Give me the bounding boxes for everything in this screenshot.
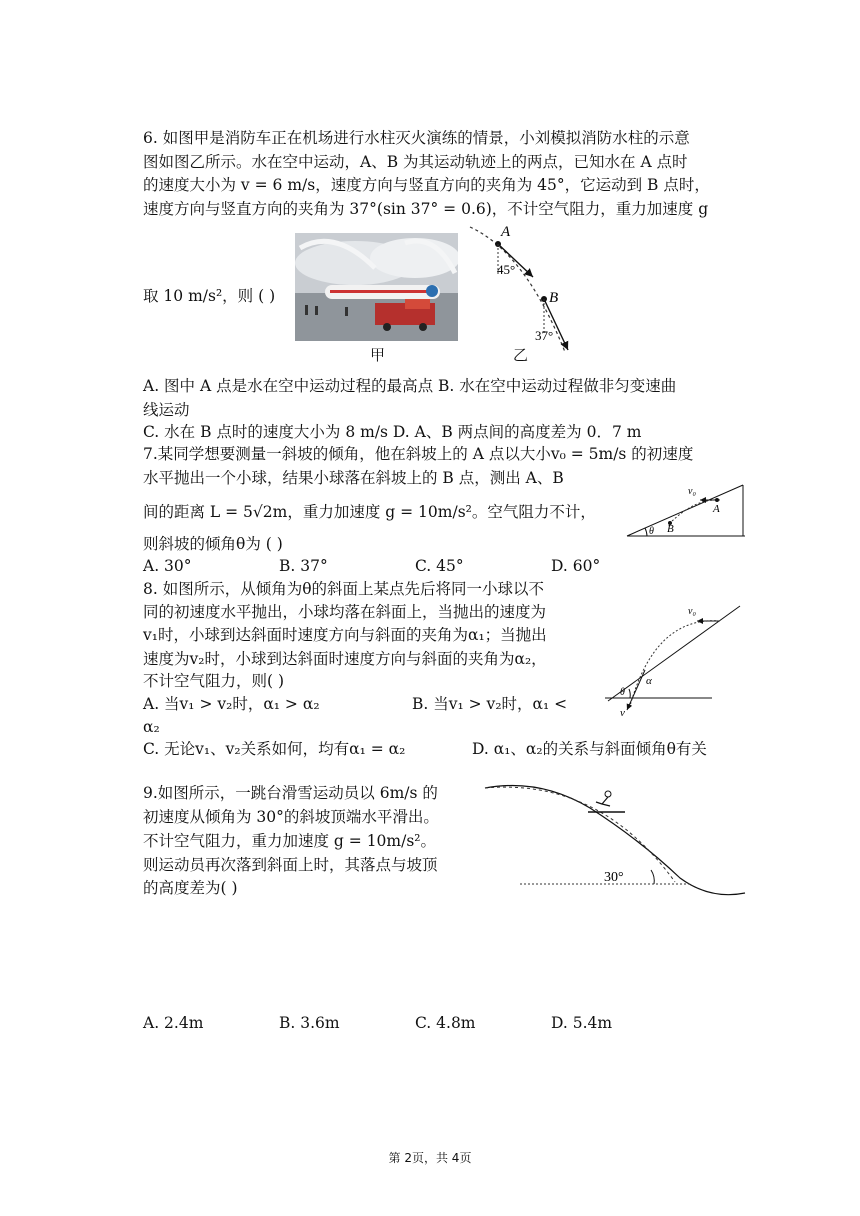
q8-option-d: D. α₁、α₂的关系与斜面倾角θ有关	[472, 740, 707, 758]
q7-option-d: D. 60°	[551, 557, 601, 575]
ski-jump-diagram	[480, 778, 750, 898]
q6-option-line-2: 线运动	[143, 401, 190, 419]
q6-line-2: 图如图乙所示。水在空中运动，A、B 为其运动轨迹上的两点，已知水在 A 点时	[143, 153, 688, 171]
q9-line-2: 初速度从倾角为 30°的斜坡顶端水平滑出。	[143, 808, 439, 826]
q7-option-c: C. 45°	[415, 557, 464, 575]
caption-yi: 乙	[513, 346, 529, 364]
q8-line-5: 不计空气阻力，则( )	[143, 672, 285, 690]
q6-line-4: 速度方向与竖直方向的夹角为 37°(sin 37° = 0.6)，不计空气阻力，重力加速度 g	[143, 200, 709, 218]
trajectory-diagram	[465, 222, 585, 357]
q8-line-2: 同的初速度水平抛出，小球均落在斜面上，当抛出的速度为	[143, 603, 547, 621]
page-footer: 第 2页，共 4页	[388, 1151, 472, 1165]
q9-option-b: B. 3.6m	[279, 1014, 340, 1032]
q7-line-1: 7.某同学想要测量一斜坡的倾角，他在斜坡上的 A 点以大小v₀ = 5m/s 的初速度	[143, 445, 694, 463]
slope-diagram-q7	[625, 480, 750, 540]
q7-line-4: 则斜坡的倾角θ为 ( )	[143, 535, 283, 553]
q6-option-line-1: A. 图中 A 点是水在空中运动过程的最高点 B. 水在空中运动过程做非匀变速曲	[143, 377, 677, 395]
q9-line-4: 则运动员再次落到斜面上时，其落点与坡顶	[143, 856, 438, 874]
q8-option-b-cont: α₂	[143, 718, 160, 736]
q8-line-1: 8. 如图所示，从倾角为θ的斜面上某点先后将同一小球以不	[143, 580, 545, 598]
q7-fig-theta: θ	[649, 526, 654, 537]
q6-option-line-3: C. 水在 B 点时的速度大小为 8 m/s D. A、B 两点间的高度差为 0．7 m	[143, 423, 642, 441]
q9-line-3: 不计空气阻力，重力加速度 g = 10m/s²。	[143, 832, 437, 850]
q9-line-1: 9.如图所示，一跳台滑雪运动员以 6m/s 的	[143, 784, 438, 802]
q9-option-c: C. 4.8m	[415, 1014, 476, 1032]
q8-line-4: 速度为v₂时，小球到达斜面时速度方向与斜面的夹角为α₂，	[143, 650, 547, 668]
q7-option-b: B. 37°	[279, 557, 328, 575]
q9-option-d: D. 5.4m	[551, 1014, 613, 1032]
q9-fig-angle: 30°	[604, 870, 624, 885]
q8-fig-alpha: α	[646, 675, 652, 687]
q8-option-b: B. 当v₁ > v₂时，α₁ <	[412, 695, 568, 713]
q8-fig-theta: θ	[620, 687, 625, 698]
q7-fig-v0: v₀	[688, 486, 696, 497]
q6-line-5: 取 10 m/s²，则 ( )	[143, 287, 276, 305]
q8-option-a: A. 当v₁ > v₂时，α₁ > α₂	[143, 695, 320, 713]
label-a: A	[501, 224, 511, 240]
q8-option-c: C. 无论v₁、v₂关系如何，均有α₁ = α₂	[143, 740, 406, 758]
q6-line-1: 6. 如图甲是消防车正在机场进行水柱灭火演练的情景，小刘模拟消防水柱的示意	[143, 129, 690, 147]
caption-jia: 甲	[370, 346, 386, 364]
q9-line-5: 的高度差为( )	[143, 879, 238, 897]
q8-line-3: v₁时，小球到达斜面时速度方向与斜面的夹角为α₁；当抛出	[143, 626, 547, 644]
angle-a: 45°	[497, 262, 516, 277]
q7-line-3: 间的距离 L = 5√2m，重力加速度 g = 10m/s²。空气阻力不计，	[143, 503, 596, 521]
label-b: B	[549, 290, 559, 306]
slope-diagram-q8	[600, 598, 745, 720]
fire-truck-photo	[295, 233, 458, 341]
q9-option-a: A. 2.4m	[143, 1014, 204, 1032]
q7-option-a: A. 30°	[143, 557, 192, 575]
q8-fig-v: v	[620, 707, 625, 719]
q7-line-2: 水平抛出一个小球，结果小球落在斜坡上的 B 点，测出 A、B	[143, 469, 564, 487]
q7-fig-a: A	[713, 503, 720, 515]
q6-line-3: 的速度大小为 v = 6 m/s，速度方向与竖直方向的夹角为 45°，它运动到 B 点时，	[143, 176, 710, 194]
q8-fig-v0: v₀	[688, 606, 696, 617]
q7-fig-b: B	[667, 523, 674, 535]
angle-b: 37°	[535, 328, 554, 343]
